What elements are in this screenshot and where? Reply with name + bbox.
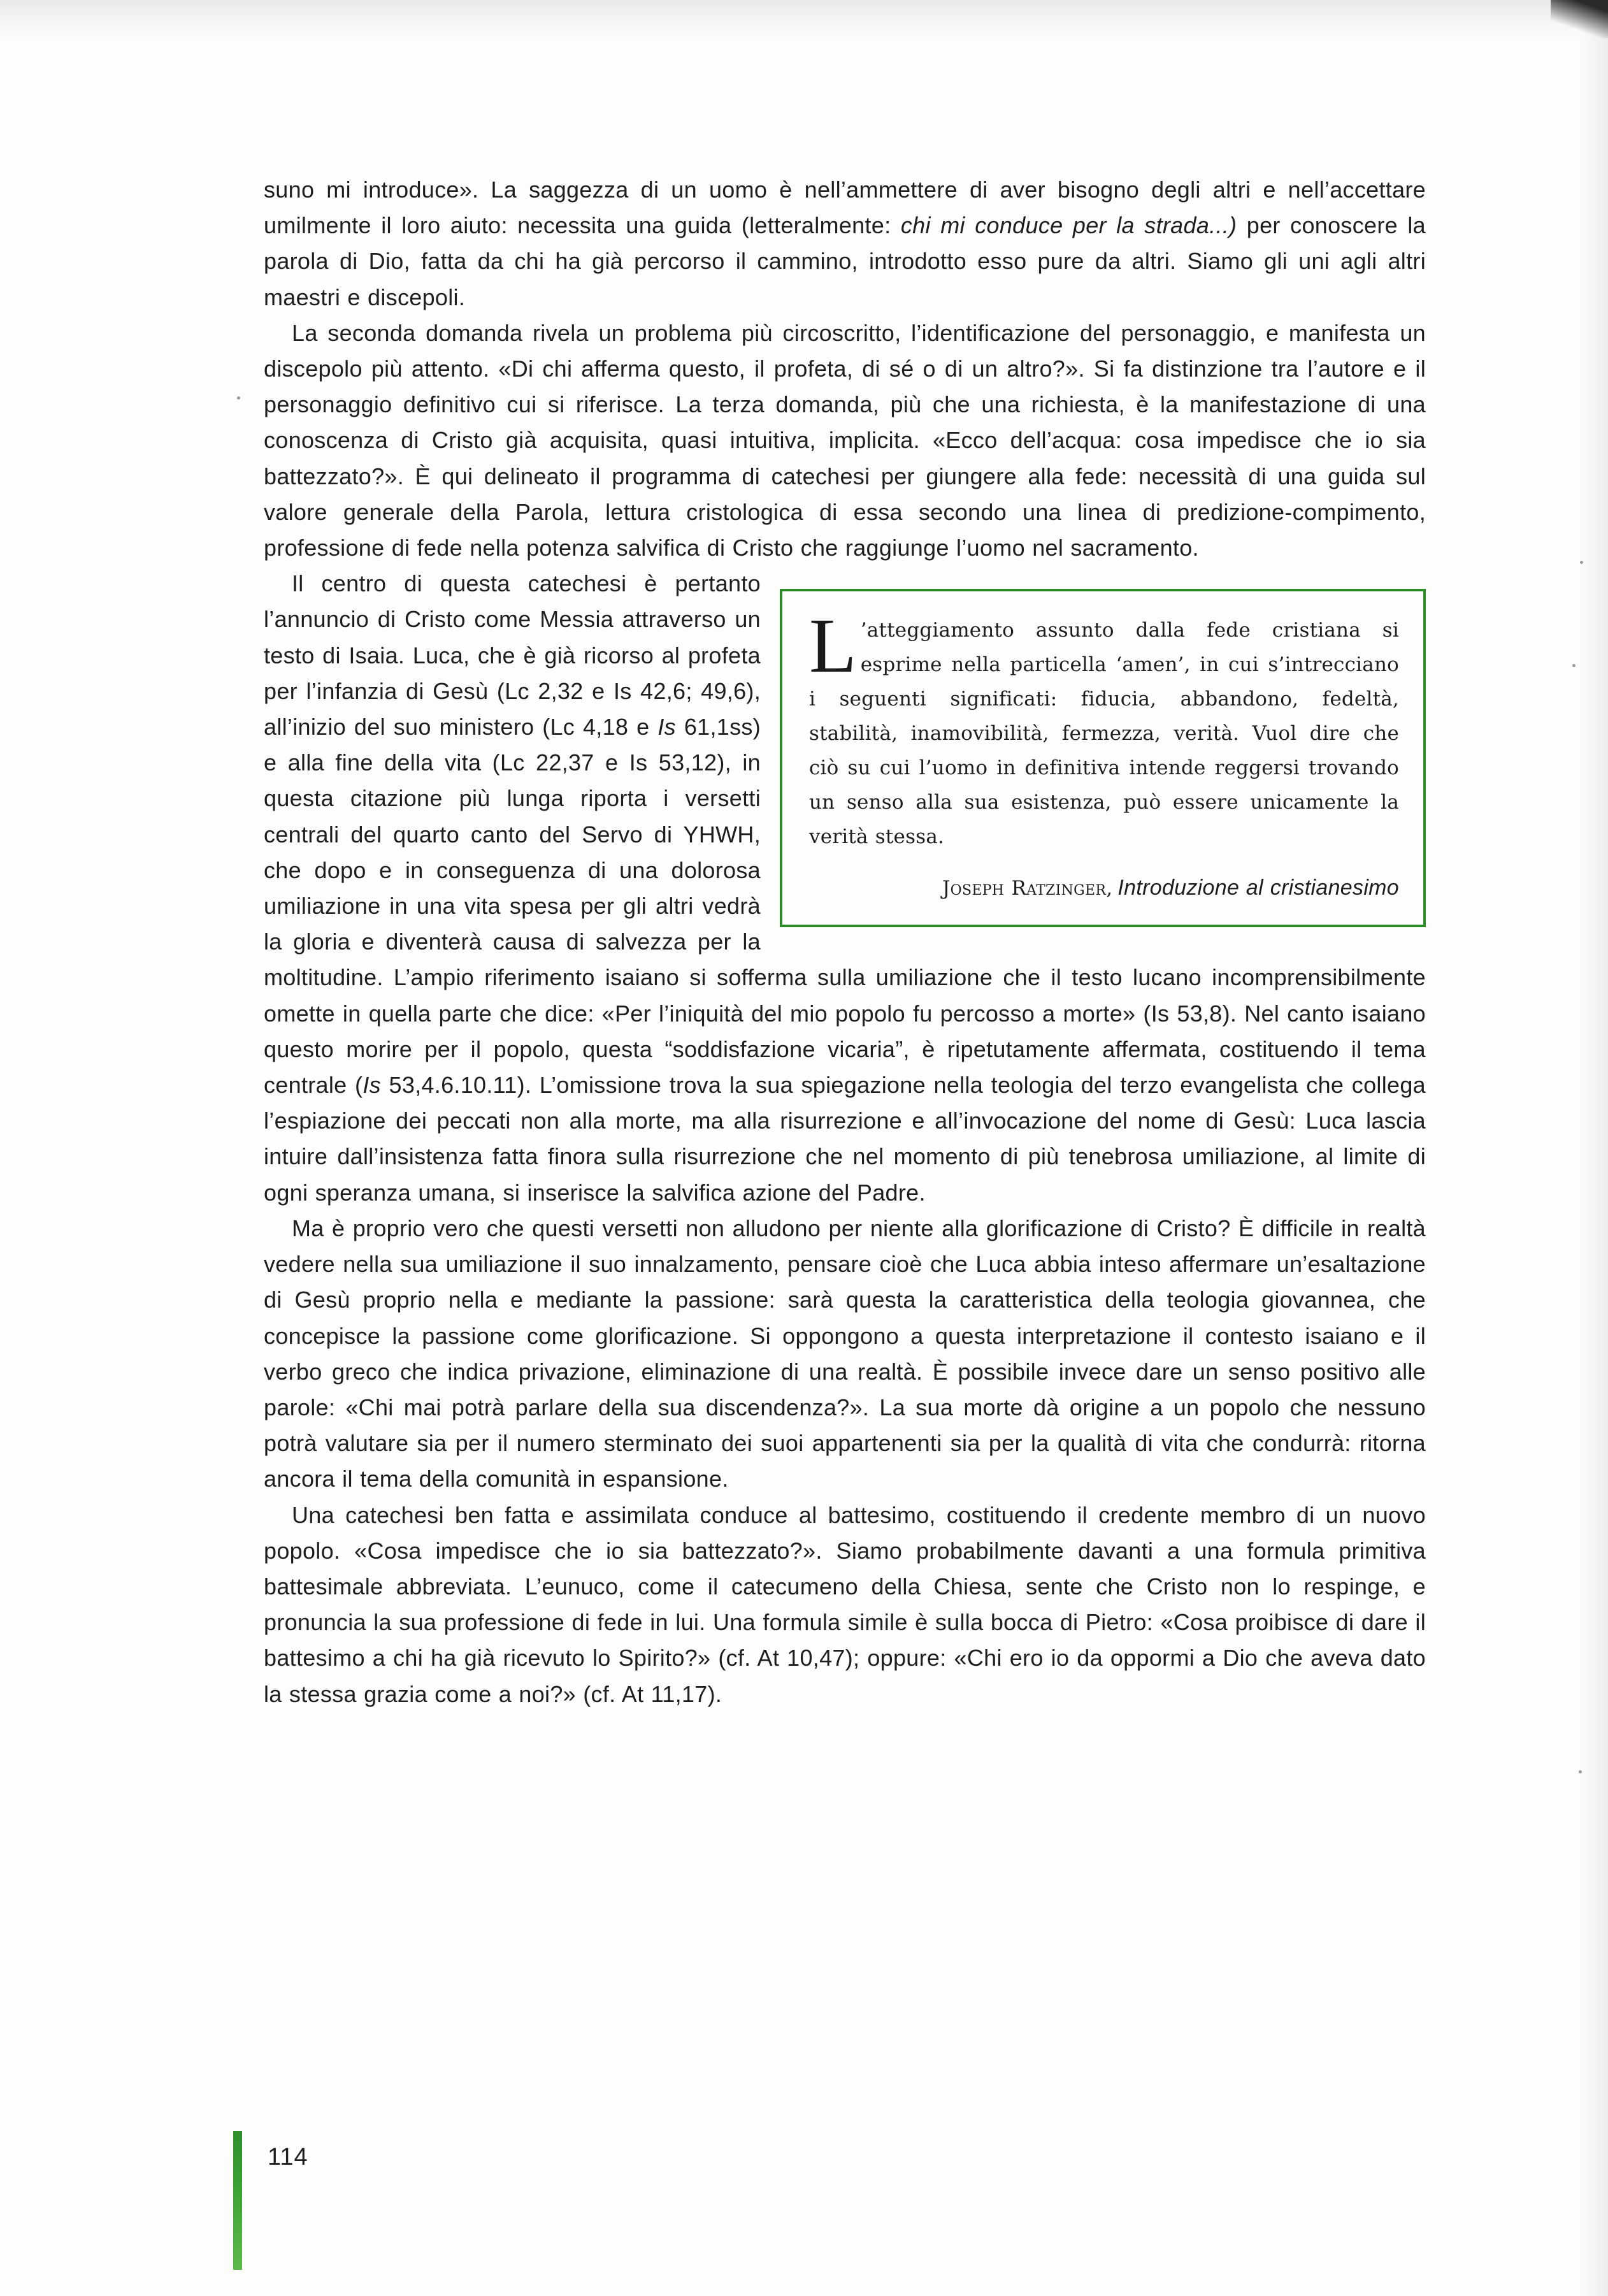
italic-run: Is xyxy=(657,714,676,740)
quote-attribution xyxy=(809,870,1399,906)
text-run: 53,4.6.10.11). L’omissione trova la sua spiegazione nella teologia del terzo evangelista che collega l’espiazione dei peccati non alla morte, ma alla risurrezione e all’invocazione del nome di Gesù: Luca lascia intuire dall’insistenza fatta finora sulla risurrezione che nel momento di più tenebrosa umiliazione, al limite di ogni speranza umana, si inserisce la salvifica azione del Padre. xyxy=(264,1072,1426,1206)
quote-dropcap: L xyxy=(809,603,857,690)
italic-run: chi mi conduce per la strada...) xyxy=(900,212,1237,239)
text-run: Il centro di questa catechesi è pertanto l’annuncio di Cristo come Messia attraverso un testo di Isaia. Luca, che è già ricorso al profeta per l’infanzia di Gesù (Lc 2,32 e Is 42,6; 49,6), all’inizio del suo ministero (Lc 4,18 e xyxy=(264,570,761,740)
body-text-column xyxy=(264,172,1426,1712)
italic-run: Is xyxy=(363,1072,381,1099)
page-number-green-bar xyxy=(233,2131,242,2270)
text-run: La seconda domanda rivela un problema più circoscritto, l’identificazione del personaggio, e manifesta un discepolo più attento. «Di chi afferma questo, il profeta, di sé o di un altro?». Si fa distinzione tra l’autore e il personaggio definitivo cui si riferisce. La terza domanda, più che una richiesta, è la manifestazione di una conoscenza di Cristo già acquisita, quasi intuitiva, implicita. «Ecco dell’acqua: cosa impedisce che io sia battezzato?». È qui delineato il programma di catechesi per giungere alla fede: necessità di una guida sul valore generale della Parola, lettura cristologica di essa secondo una linea di predizione-compimento, professione di fede nella potenza salvifica di Cristo che raggiunge l’uomo nel sacramento. xyxy=(264,319,1426,561)
body-paragraph xyxy=(264,1211,1426,1498)
page-number: 114 xyxy=(268,2144,308,2170)
text-run: 61,1ss) e alla fine della vita (Lc 22,37 e Is 53,12), in questa citazione più lunga riporta i versetti centrali del quarto canto del Servo di YHWH, che dopo e in conseguenza di una dolorosa umiliazione in una vita spesa per gli altri vedrà la gloria e diventerà causa di salvezza per la moltitudine. L’ampio riferimento isaiano si sofferma sulla umiliazione che il testo lucano incomprensibilmente omette in quella parte che dice: «Per l’iniquità del mio popolo fu percosso a morte» (Is 53,8). Nel canto isaiano questo morire per il popolo, questa “soddisfazione vicaria”, è ripetutamente affermata, costituendo il tema centrale ( xyxy=(264,714,1426,1099)
body-paragraph xyxy=(264,1498,1426,1712)
body-paragraph xyxy=(264,172,1426,315)
scan-top-shadow xyxy=(0,0,1608,41)
quote-author: Joseph Ratzinger, xyxy=(942,877,1113,900)
pull-quote-box xyxy=(780,589,1426,927)
body-paragraph xyxy=(264,315,1426,566)
text-run: Una catechesi ben fatta e assimilata conduce al battesimo, costituendo il credente membro di un nuovo popolo. «Cosa impedisce che io sia battezzato?». Siamo probabilmente davanti a una formula primitiva battesimale abbreviata. L’eunuco, come il catecumeno della Chiesa, sente che Cristo non lo respinge, e pronuncia la sua professione di fede in lui. Una formula simile è sulla bocca di Pietro: «Cosa proibisce di dare il battesimo a chi ha già ricevuto lo Spirito?» (cf. At 10,47); oppure: «Chi ero io da oppormi a Dio che aveva dato la stessa grazia come a noi?» (cf. At 11,17). xyxy=(264,1501,1426,1707)
scan-speck xyxy=(1580,561,1583,564)
scan-speck xyxy=(237,396,240,400)
scan-corner-mark xyxy=(1551,0,1608,38)
body-paragraph xyxy=(264,566,1426,1211)
scan-right-shadow xyxy=(1579,0,1608,2296)
quote-book-title: Introduzione al cristianesimo xyxy=(1117,876,1399,900)
quote-text: ’atteggiamento assunto dalla fede cristiana si esprime nella particella ‘amen’, in cui s’intrecciano i seguenti significati: fiducia, abbandono, fedeltà, stabilità, inamovibilità, fermezza, verità. Vuol dire che ciò su cui l’uomo in definitiva intende reggersi trovando un senso alla sua esistenza, può essere unicamente la verità stessa. xyxy=(809,619,1399,849)
text-run: per conoscere la parola di Dio, fatta da chi ha già percorso il cammino, introdotto esso pure da altri. Siamo gli uni agli altri maestri e discepoli. xyxy=(264,212,1426,310)
scan-speck xyxy=(1579,1770,1582,1773)
text-run: suno mi introduce». La saggezza di un uomo è nell’ammettere di aver bisogno degli altri e nell’accettare umilmente il loro aiuto: necessita una guida (letteralmente: xyxy=(264,177,1426,239)
text-run: Ma è proprio vero che questi versetti non alludono per niente alla glorificazione di Cristo? È difficile in realtà vedere nella sua umiliazione il suo innalzamento, pensare cioè che Luca abbia inteso affermare un’esaltazione di Gesù proprio nella e mediante la passione: sarà questa la caratteristica della teologia giovannea, che concepisce la passione come glorificazione. Si oppongono a questa interpretazione il contesto isaiano e il verbo greco che indica privazione, eliminazione di una realtà. È possibile invece dare un senso positivo alle parole: «Chi mai potrà parlare della sua discendenza?». La sua morte dà origine a un popolo che nessuno potrà valutare sia per il numero sterminato dei suoi appartenenti sia per la qualità di vita che condurrà: ritorna ancora il tema della comunità in espansione. xyxy=(264,1215,1426,1492)
scan-speck xyxy=(1572,664,1576,667)
